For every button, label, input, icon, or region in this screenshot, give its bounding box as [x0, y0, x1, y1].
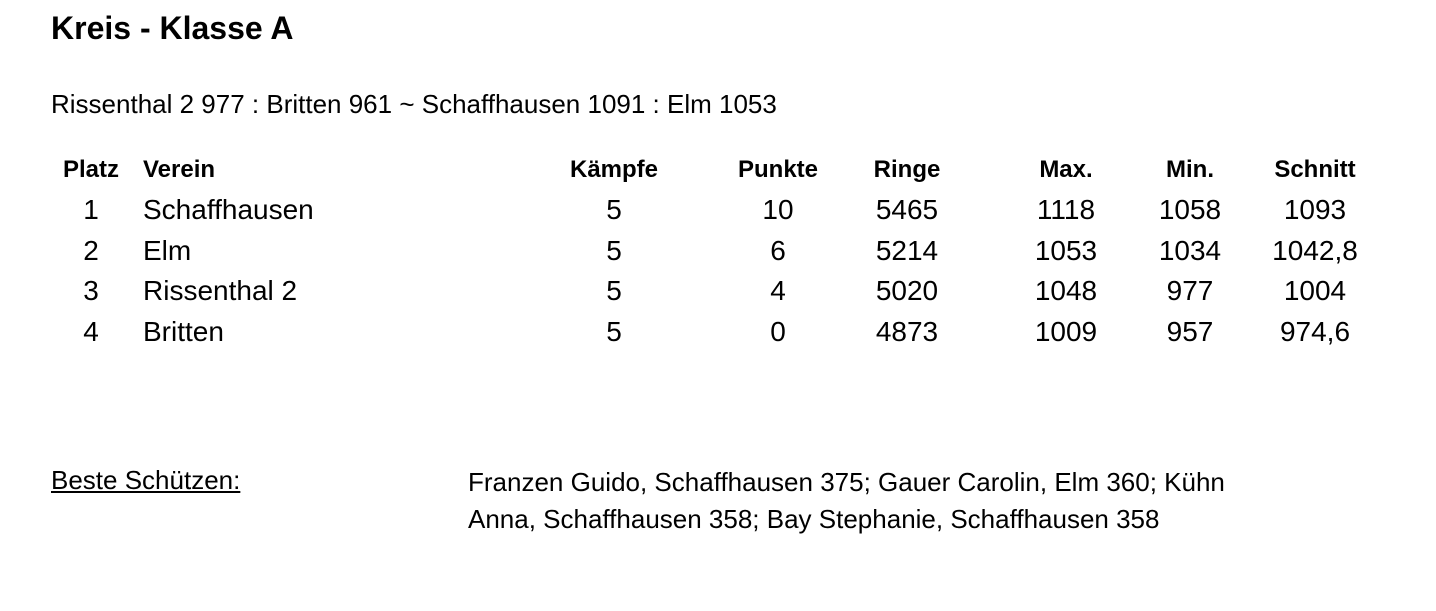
- header-verein: Verein: [143, 156, 216, 183]
- header-min: Min.: [1166, 156, 1214, 183]
- table-row: [51, 231, 1395, 272]
- cell-max: 1009: [1034, 315, 1098, 347]
- match-results: Rissenthal 2 977 : Britten 961 ~ Schaffhausen 1091 : Elm 1053: [51, 89, 777, 119]
- cell-platz: 1: [83, 194, 99, 226]
- cell-verein: Schaffhausen: [143, 194, 314, 226]
- table-header-row: [51, 150, 1395, 190]
- cell-min: 1058: [1158, 194, 1222, 226]
- cell-ringe: 4873: [875, 315, 939, 347]
- cell-platz: 2: [83, 234, 99, 266]
- cell-punkte: 0: [770, 315, 786, 347]
- cell-schnitt: 974,6: [1279, 315, 1351, 347]
- cell-max: 1118: [1036, 194, 1096, 226]
- cell-punkte: 10: [762, 194, 794, 226]
- cell-schnitt: 1093: [1283, 194, 1347, 226]
- cell-kaempfe: 5: [606, 275, 622, 307]
- table-row: [51, 190, 1395, 231]
- cell-platz: 3: [83, 275, 99, 307]
- cell-verein: Britten: [143, 315, 224, 347]
- standings-table: [51, 150, 1395, 352]
- header-max: Max.: [1039, 156, 1093, 183]
- page-title: Kreis - Klasse A: [51, 10, 294, 46]
- cell-ringe: 5214: [875, 234, 939, 266]
- cell-punkte: 6: [770, 234, 786, 266]
- cell-schnitt: 1042,8: [1272, 234, 1358, 266]
- cell-min: 957: [1166, 315, 1214, 347]
- cell-kaempfe: 5: [606, 194, 622, 226]
- table-row: [51, 312, 1395, 353]
- cell-min: 1034: [1158, 234, 1222, 266]
- cell-max: 1048: [1034, 275, 1098, 307]
- cell-platz: 4: [83, 315, 99, 347]
- cell-ringe: 5020: [875, 275, 939, 307]
- header-kaempfe: Kämpfe: [569, 156, 659, 183]
- cell-kaempfe: 5: [606, 234, 622, 266]
- header-platz: Platz: [62, 156, 119, 183]
- header-ringe: Ringe: [873, 156, 941, 183]
- cell-verein: Rissenthal 2: [143, 275, 298, 307]
- best-shooters-label: Beste Schützen:: [51, 465, 241, 495]
- cell-ringe: 5465: [875, 194, 939, 226]
- best-shooters-list: Franzen Guido, Schaffhausen 375; Gauer Carolin, Elm 360; Kühn Anna, Schaffhausen 358; Bay Stephanie, Schaffhausen 358: [468, 467, 1225, 534]
- table-row: [51, 271, 1395, 312]
- header-punkte: Punkte: [737, 156, 818, 183]
- header-schnitt: Schnitt: [1274, 156, 1356, 183]
- cell-punkte: 4: [770, 275, 786, 307]
- cell-max: 1053: [1034, 234, 1098, 266]
- cell-verein: Elm: [143, 234, 192, 266]
- cell-kaempfe: 5: [606, 315, 622, 347]
- cell-min: 977: [1166, 275, 1214, 307]
- cell-schnitt: 1004: [1283, 275, 1347, 307]
